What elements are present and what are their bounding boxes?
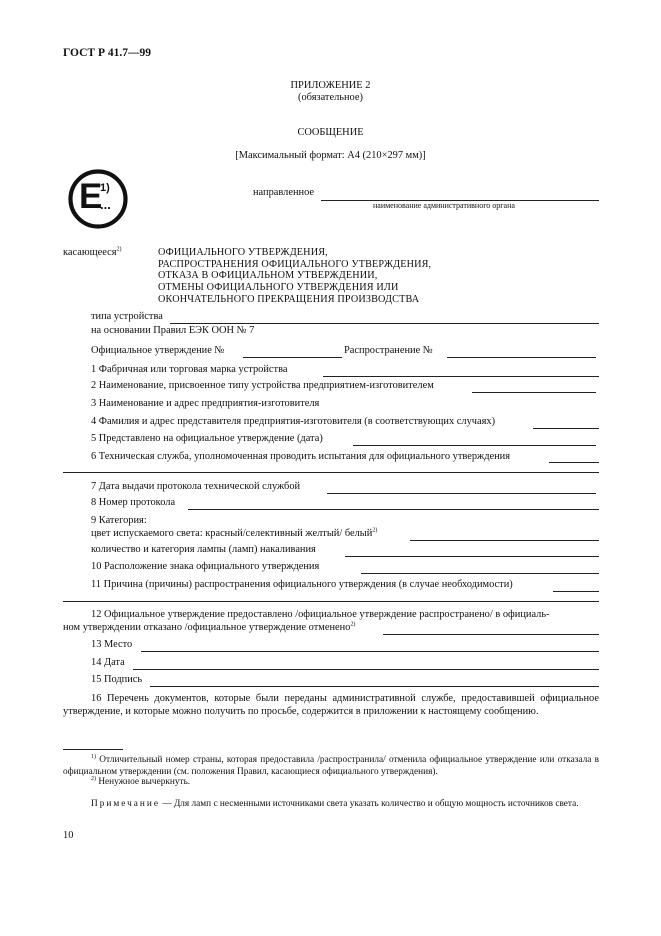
device-type-line bbox=[170, 323, 599, 324]
item-8: 8 Номер протокола bbox=[91, 497, 176, 508]
item-9-light-color: цвет испускаемого света: красный/селективный желтый/ белый$^{2)}$ bbox=[91, 527, 378, 539]
extension-number-line bbox=[447, 357, 596, 358]
e-mark-superscript: 1) bbox=[100, 182, 110, 194]
concerning-block bbox=[158, 247, 488, 306]
item-9-lamps: количество и категория лампы (ламп) накаливания bbox=[91, 544, 316, 555]
regulation-basis: на основании Правил ЕЭК ООН № 7 bbox=[91, 325, 255, 336]
concerning-line: ОТМЕНЫ ОФИЦИАЛЬНОГО УТВЕРЖДЕНИЯ ИЛИ bbox=[158, 282, 399, 294]
item-15: 15 Подпись bbox=[91, 674, 143, 685]
item-9-color-line bbox=[410, 540, 599, 541]
approval-number-label: Официальное утверждение № bbox=[91, 345, 225, 356]
item-2-line bbox=[472, 392, 596, 393]
item-10-line bbox=[361, 573, 599, 574]
item-12-line bbox=[383, 634, 599, 635]
approval-number-line bbox=[243, 357, 342, 358]
concerning-line: ОФИЦИАЛЬНОГО УТВЕРЖДЕНИЯ, bbox=[158, 247, 328, 258]
e-letter: E bbox=[79, 177, 103, 216]
item-4-line bbox=[533, 428, 599, 429]
item-11: 11 Причина (причины) распространения официального утверждения (в случае необходимости) bbox=[91, 579, 513, 590]
item-12-line-b: ном утверждении отказано /официальное утверждение отменено$^{2)}$ bbox=[63, 621, 356, 633]
appendix-subtitle: (обязательное) bbox=[298, 92, 363, 103]
item-9: 9 Категория: bbox=[91, 515, 147, 526]
appendix-title: ПРИЛОЖЕНИЕ 2 bbox=[290, 80, 371, 91]
concerning-line: ОТКАЗА В ОФИЦИАЛЬНОМ УТВЕРЖДЕНИИ, bbox=[158, 270, 378, 282]
item-15-line bbox=[150, 686, 599, 687]
item-14-line bbox=[133, 669, 599, 670]
document-code: ГОСТ Р 41.7—99 bbox=[63, 47, 151, 59]
sent-to-label: направленное bbox=[253, 187, 315, 198]
footnote-2: $^{2)}$ Ненужное вычеркнуть. bbox=[91, 775, 191, 787]
item-4: 4 Фамилия и адрес представителя предприятия-изготовителя (в соответствующих случаях) bbox=[91, 416, 496, 427]
footnote-separator bbox=[63, 749, 123, 750]
footnote-1: $^{1)}$ Отличительный номер страны, которая предоставила /распространила/ отменила официальное утверждение или отказала в официальном утверждении (см. положения Правил, касающиеся официального утверждения). bbox=[63, 753, 599, 777]
item-1: 1 Фабричная или торговая марка устройства bbox=[91, 364, 288, 375]
concerning-label: касающееся$^{2)}$ bbox=[63, 246, 122, 258]
message-title: СООБЩЕНИЕ bbox=[297, 127, 364, 138]
item-7: 7 Дата выдачи протокола технической службой bbox=[91, 481, 301, 492]
page-number: 10 bbox=[63, 830, 74, 841]
item-12-line-a: 12 Официальное утверждение предоставлено /официальное утверждение распространено/ в официаль- bbox=[91, 609, 550, 620]
extension-number-label: Распространение № bbox=[344, 345, 433, 356]
item-8-line bbox=[188, 509, 599, 510]
concerning-line: ОКОНЧАТЕЛЬНОГО ПРЕКРАЩЕНИЯ ПРОИЗВОДСТВА bbox=[158, 293, 420, 305]
note-text: — Для ламп с несменными источниками света указать количество и общую мощность источников света. bbox=[160, 799, 579, 809]
item-13: 13 Место bbox=[91, 639, 133, 650]
note bbox=[63, 798, 599, 810]
e-mark-dots: ... bbox=[100, 197, 111, 212]
item-10: 10 Расположение знака официального утверждения bbox=[91, 561, 320, 572]
item-6: 6 Техническая служба, уполномоченная проводить испытания для официального утверждения bbox=[91, 451, 511, 462]
note-label: Примечание bbox=[91, 799, 160, 809]
item-2: 2 Наименование, присвоенное типу устройства предприятием-изготовителем bbox=[91, 380, 434, 391]
item-16: 16 Перечень документов, которые были переданы административной службе, предоставившей официальное утверждение, и которые можно получить по просьбе, содержится в приложении к настоящему сообщению. bbox=[63, 693, 599, 717]
sent-to-caption: наименование административного органа bbox=[373, 201, 515, 210]
concerning-line: РАСПРОСТРАНЕНИЯ ОФИЦИАЛЬНОГО УТВЕРЖДЕНИЯ, bbox=[158, 258, 432, 270]
item-5-line bbox=[353, 445, 596, 446]
item-6-line-2 bbox=[63, 472, 599, 473]
item-3: 3 Наименование и адрес предприятия-изготовителя bbox=[91, 398, 320, 409]
item-1-line bbox=[323, 376, 599, 377]
max-format-note: [Максимальный формат: А4 (210×297 мм)] bbox=[235, 150, 426, 161]
item-9-lamps-line bbox=[345, 556, 599, 557]
item-11-line-2 bbox=[63, 601, 599, 602]
e-approval-mark bbox=[67, 168, 129, 230]
item-11-line bbox=[553, 591, 599, 592]
item-13-line bbox=[141, 651, 599, 652]
item-6-line bbox=[549, 462, 599, 463]
item-7-line bbox=[327, 493, 596, 494]
item-14: 14 Дата bbox=[91, 657, 125, 668]
device-type-label: типа устройства bbox=[91, 311, 163, 322]
item-5: 5 Представлено на официальное утверждение (дата) bbox=[91, 433, 323, 444]
